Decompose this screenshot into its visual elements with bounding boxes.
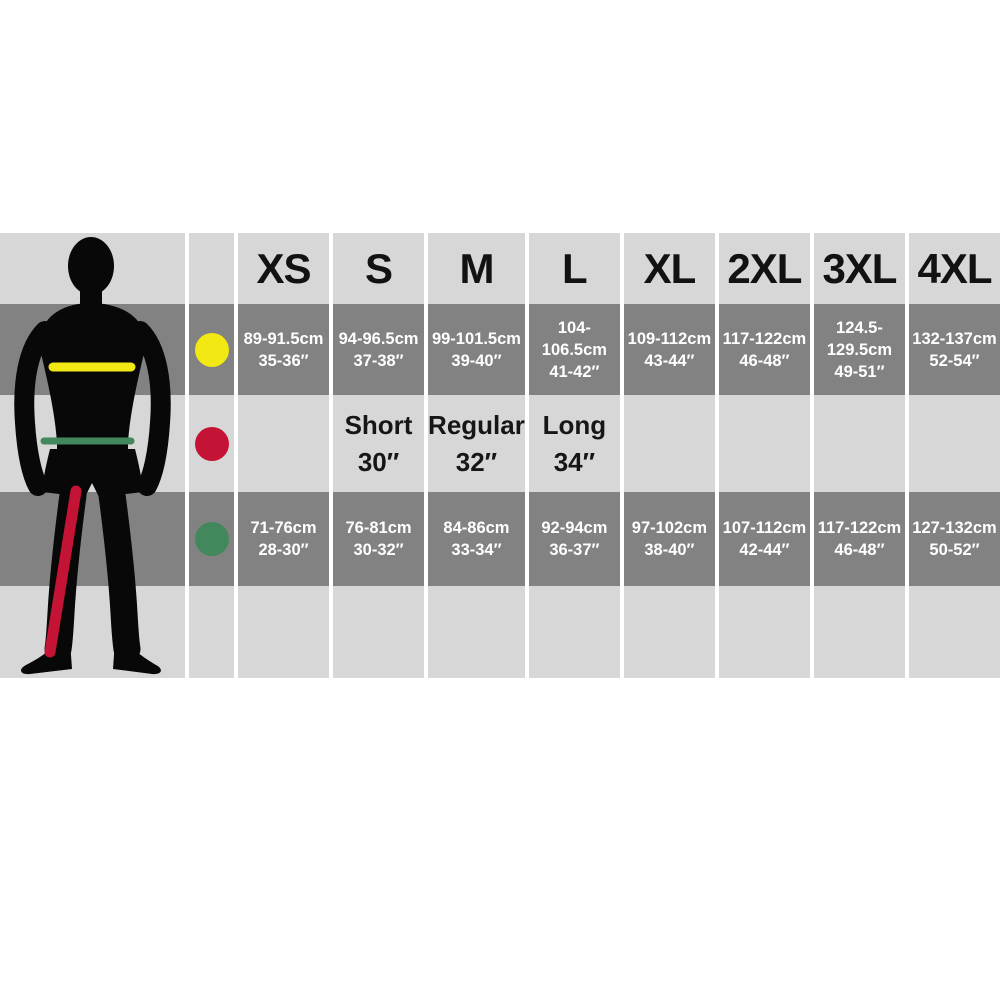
leg-l-label: Long [542,409,607,440]
cell-waist-l [529,492,620,586]
waist-xs-cm: 71-76cm [250,519,317,537]
waist-m-cm: 84-86cm [443,519,510,537]
leg-s-value: 30″ [357,446,400,477]
chest-xl-cm: 109-112cm [627,329,712,348]
empty-cell-4xl [909,586,1000,678]
waist-2xl-inches: 42-44″ [739,541,790,559]
figure-header-cell [0,233,185,304]
waist-xl-cm: 97-102cm [631,519,708,537]
leg-s-label: Short [344,409,413,440]
chest-m-cm: 99-101.5cm [431,329,521,348]
cell-chest-s [333,304,424,395]
waist-s-cm: 76-81cm [345,519,412,537]
chest-dot-icon [195,333,229,367]
size-header-m: M [428,233,525,304]
chest-l-cm: 104-106.5cm [541,318,607,359]
size-header-3xl: 3XL [814,233,905,304]
chest-xl-inches: 43-44″ [644,351,695,370]
empty-cell-m [428,586,525,678]
cell-waist-s [333,492,424,586]
cell-leg-xl [624,395,715,492]
empty-cell-l [529,586,620,678]
chest-s-inches: 37-38″ [353,351,404,370]
waist-4xl-inches: 50-52″ [929,541,980,559]
empty-cell-s [333,586,424,678]
waist-xl-inches: 38-40″ [644,541,695,559]
chest-dot-cell [189,304,234,395]
leg-m-value: 32″ [455,446,498,477]
cell-chest-xs [238,304,329,395]
waist-dot-icon [195,522,229,556]
chest-3xl-cm: 124.5-129.5cm [826,318,893,359]
empty-cell-xs [238,586,329,678]
cell-leg-2xl [719,395,810,492]
leg-m-label: Regular [428,409,525,440]
figure-cell-waist-band [0,492,185,586]
cell-chest-l [529,304,620,395]
chest-m-inches: 39-40″ [451,351,502,370]
chest-xs-inches: 35-36″ [258,351,309,370]
chest-2xl-cm: 117-122cm [722,329,807,348]
waist-3xl-inches: 46-48″ [834,541,885,559]
cell-chest-m [428,304,525,395]
size-header-4xl: 4XL [909,233,1000,304]
cell-leg-3xl [814,395,905,492]
cell-leg-xs [238,395,329,492]
size-header-s: S [333,233,424,304]
cell-chest-4xl [909,304,1000,395]
cell-chest-xl [624,304,715,395]
chest-4xl-inches: 52-54″ [929,351,980,370]
waist-2xl-cm: 107-112cm [722,519,807,537]
cell-leg-m [428,395,525,492]
empty-cell-3xl [814,586,905,678]
empty-cell-2xl [719,586,810,678]
chest-3xl-inches: 49-51″ [834,362,885,381]
cell-leg-4xl [909,395,1000,492]
cell-waist-3xl [814,492,905,586]
chest-4xl-cm: 132-137cm [912,329,997,348]
leg-l-value: 34″ [553,446,596,477]
size-header-2xl: 2XL [719,233,810,304]
waist-4xl-cm: 127-132cm [912,519,997,537]
waist-l-inches: 36-37″ [549,541,600,559]
size-header-xl: XL [624,233,715,304]
figure-cell-chest-band [0,304,185,395]
cell-waist-xs [238,492,329,586]
chest-s-cm: 94-96.5cm [338,329,419,348]
dot-column-header-cell [189,233,234,304]
chest-l-inches: 41-42″ [549,362,600,381]
cell-leg-l [529,395,620,492]
chest-2xl-inches: 46-48″ [739,351,790,370]
inside-leg-dot-icon [195,427,229,461]
waist-xs-inches: 28-30″ [258,541,309,559]
size-header-l: L [529,233,620,304]
empty-dot-cell [189,586,234,678]
chest-xs-cm: 89-91.5cm [243,329,324,348]
cell-waist-xl [624,492,715,586]
waist-m-inches: 33-34″ [451,541,502,559]
cell-chest-3xl [814,304,905,395]
cell-chest-2xl [719,304,810,395]
size-header-xs: XS [238,233,329,304]
waist-s-inches: 30-32″ [353,541,404,559]
empty-cell-xl [624,586,715,678]
size-chart-table [0,233,1000,678]
inside-leg-dot-cell [189,395,234,492]
cell-waist-m [428,492,525,586]
waist-dot-cell [189,492,234,586]
waist-l-cm: 92-94cm [541,519,608,537]
cell-waist-4xl [909,492,1000,586]
cell-waist-2xl [719,492,810,586]
waist-3xl-cm: 117-122cm [817,519,902,537]
figure-cell-leg-band [0,395,185,492]
cell-leg-s [333,395,424,492]
figure-cell-bottom-band [0,586,185,678]
